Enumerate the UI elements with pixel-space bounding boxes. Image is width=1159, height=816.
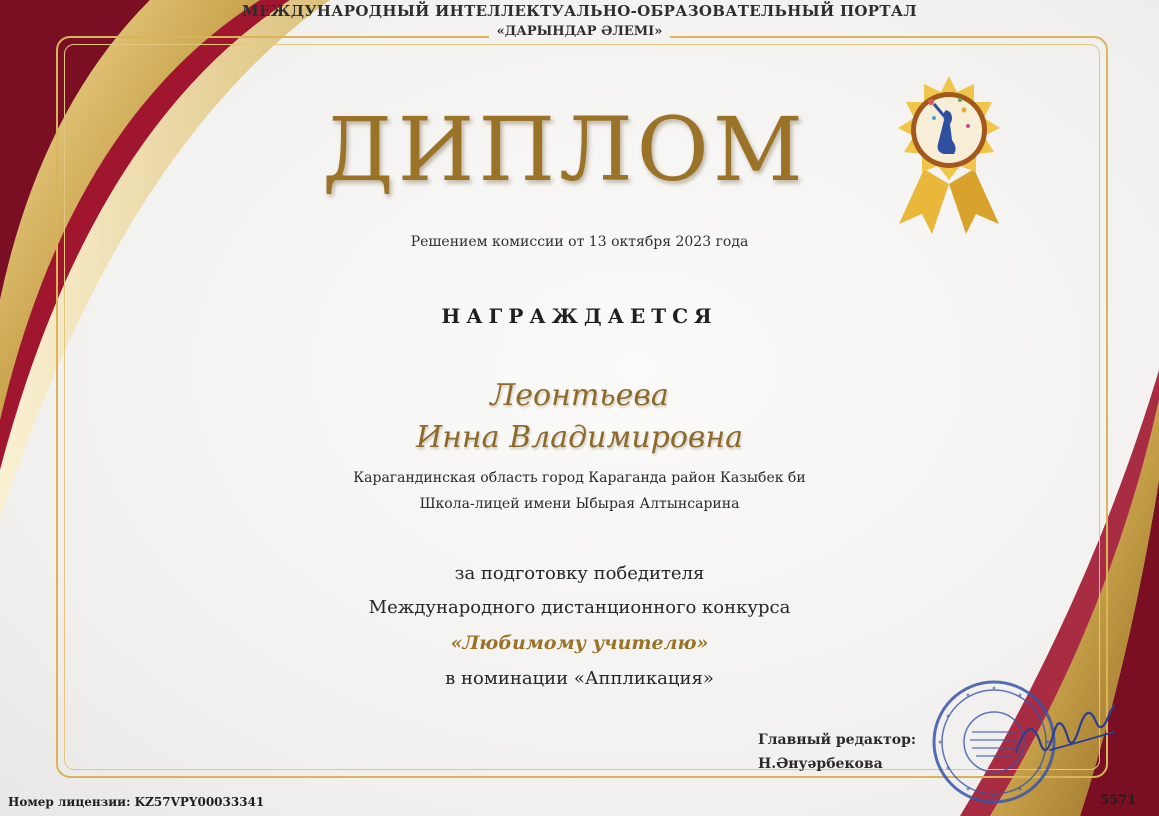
diploma-title: ДИПЛОМ xyxy=(322,98,807,201)
recipient-region: Карагандинская область город Караганда район Казыбек би xyxy=(353,470,806,486)
license-number: Номер лицензии: KZ57VPY00033341 xyxy=(8,795,265,809)
award-reason: за подготовку победителя xyxy=(454,563,705,584)
portal-brand-text: «ДАРЫНДАР ӘЛЕМІ» xyxy=(489,24,671,39)
portal-brand xyxy=(0,24,1159,39)
nomination: в номинации «Аппликация» xyxy=(445,668,714,689)
editor-role: Главный редактор: xyxy=(758,732,917,748)
handwritten-signature xyxy=(1010,692,1120,772)
award-contest-type: Международного дистанционного конкурса xyxy=(368,597,791,618)
awarded-heading: НАГРАЖДАЕТСЯ xyxy=(441,304,718,328)
award-rosette-icon xyxy=(884,74,1014,234)
recipient-given-names: Инна Владимировна xyxy=(415,420,744,455)
chief-editor xyxy=(758,728,916,776)
recipient-school: Школа-лицей имени Ыбырая Алтынсарина xyxy=(419,496,740,512)
portal-name: МЕЖДУНАРОДНЫЙ ИНТЕЛЛЕКТУАЛЬНО-ОБРАЗОВАТЕЛЬНЫЙ ПОРТАЛ xyxy=(242,2,917,20)
commission-decision: Решением комиссии от 13 октября 2023 года xyxy=(410,234,749,250)
recipient-surname: Леонтьева xyxy=(490,378,669,413)
diploma-number: 5571 xyxy=(1100,793,1137,808)
editor-name: Н.Әнуәрбекова xyxy=(758,756,883,772)
contest-name: «Любимому учителю» xyxy=(450,632,709,654)
